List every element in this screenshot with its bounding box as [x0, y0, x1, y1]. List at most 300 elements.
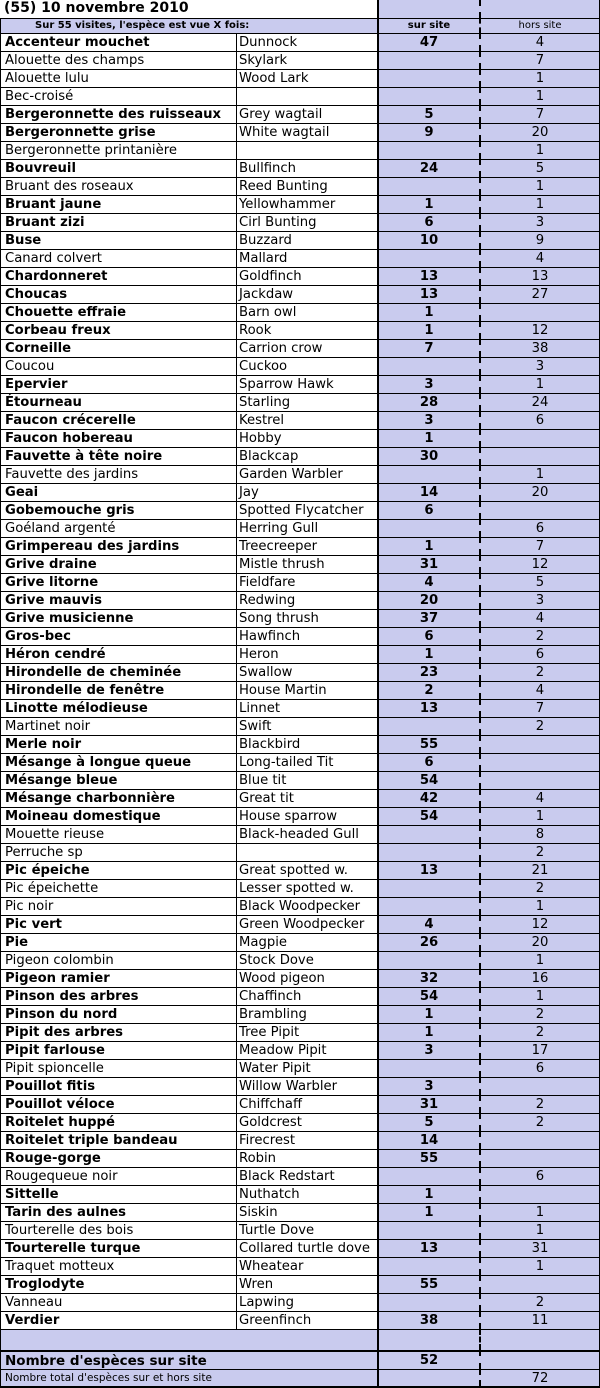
count-sur-site: 6 — [377, 753, 479, 771]
count-sur-site: 26 — [377, 933, 479, 951]
species-name-en: Tree Pipit — [236, 1023, 377, 1041]
species-name-en: White wagtail — [236, 123, 377, 141]
count-hors-site: 1 — [479, 1221, 600, 1239]
count-hors-site: 6 — [479, 519, 600, 537]
count-hors-site: 2 — [479, 1095, 600, 1113]
species-name-en: Dunnock — [236, 33, 377, 51]
count-sur-site — [377, 177, 479, 195]
count-hors-site: 2 — [479, 717, 600, 735]
table-row — [0, 1149, 600, 1167]
species-name-fr: Vanneau — [0, 1293, 236, 1311]
count-sur-site — [377, 249, 479, 267]
species-name-fr: Mésange bleue — [0, 771, 236, 789]
count-hors-site: 2 — [479, 879, 600, 897]
species-name-fr: Pinson des arbres — [0, 987, 236, 1005]
species-name-fr: Accenteur mouchet — [0, 33, 236, 51]
species-name-fr: Buse — [0, 231, 236, 249]
count-hors-site: 20 — [479, 483, 600, 501]
species-name-en: Barn owl — [236, 303, 377, 321]
species-name-fr: Gros-bec — [0, 627, 236, 645]
table-row — [0, 393, 600, 411]
count-hors-site: 13 — [479, 267, 600, 285]
table-row — [0, 267, 600, 285]
species-name-en: Garden Warbler — [236, 465, 377, 483]
species-name-en: Blue tit — [236, 771, 377, 789]
species-name-en: Great spotted w. — [236, 861, 377, 879]
count-hors-site — [479, 1077, 600, 1095]
summary-on-site-hors-blank — [479, 1350, 600, 1369]
count-sur-site: 1 — [377, 303, 479, 321]
count-hors-site — [479, 735, 600, 753]
table-row — [0, 1041, 600, 1059]
species-name-en: Swift — [236, 717, 377, 735]
count-hors-site: 20 — [479, 933, 600, 951]
table-row — [0, 789, 600, 807]
count-sur-site — [377, 465, 479, 483]
count-hors-site: 16 — [479, 969, 600, 987]
table-row — [0, 339, 600, 357]
count-sur-site: 3 — [377, 1077, 479, 1095]
table-row — [0, 897, 600, 915]
table-row — [0, 1239, 600, 1257]
count-hors-site — [479, 501, 600, 519]
species-name-fr: Troglodyte — [0, 1275, 236, 1293]
species-name-fr: Perruche sp — [0, 843, 236, 861]
count-sur-site — [377, 87, 479, 105]
table-row — [0, 141, 600, 159]
species-name-fr: Roitelet triple bandeau — [0, 1131, 236, 1149]
count-hors-site: 1 — [479, 375, 600, 393]
species-name-fr: Étourneau — [0, 393, 236, 411]
count-sur-site: 13 — [377, 699, 479, 717]
species-name-fr: Grive musicienne — [0, 609, 236, 627]
count-sur-site: 13 — [377, 1239, 479, 1257]
species-name-en: Cuckoo — [236, 357, 377, 375]
count-sur-site: 24 — [377, 159, 479, 177]
count-hors-site: 31 — [479, 1239, 600, 1257]
species-name-en: Song thrush — [236, 609, 377, 627]
count-sur-site: 14 — [377, 1131, 479, 1149]
table-row — [0, 933, 600, 951]
header-row — [0, 18, 600, 33]
species-name-en: Collared turtle dove — [236, 1239, 377, 1257]
table-row — [0, 1185, 600, 1203]
table-row — [0, 1095, 600, 1113]
species-name-en: Magpie — [236, 933, 377, 951]
table-row — [0, 717, 600, 735]
count-sur-site: 13 — [377, 285, 479, 303]
count-sur-site — [377, 825, 479, 843]
table-row — [0, 609, 600, 627]
species-name-en: Wheatear — [236, 1257, 377, 1275]
count-hors-site: 3 — [479, 591, 600, 609]
species-name-en: Wren — [236, 1275, 377, 1293]
count-sur-site — [377, 519, 479, 537]
species-name-fr: Choucas — [0, 285, 236, 303]
count-sur-site — [377, 1167, 479, 1185]
species-name-en: House Martin — [236, 681, 377, 699]
spacer-sur — [377, 1329, 479, 1350]
table-row — [0, 195, 600, 213]
count-hors-site: 4 — [479, 789, 600, 807]
species-name-en: Skylark — [236, 51, 377, 69]
count-sur-site: 1 — [377, 429, 479, 447]
species-name-en: Redwing — [236, 591, 377, 609]
species-name-en: Cirl Bunting — [236, 213, 377, 231]
count-hors-site: 27 — [479, 285, 600, 303]
count-hors-site: 8 — [479, 825, 600, 843]
species-name-fr: Geai — [0, 483, 236, 501]
count-sur-site — [377, 69, 479, 87]
count-hors-site: 1 — [479, 1203, 600, 1221]
species-name-en: Treecreeper — [236, 537, 377, 555]
count-hors-site: 1 — [479, 177, 600, 195]
summary-row-total — [0, 1369, 600, 1386]
count-sur-site: 55 — [377, 1149, 479, 1167]
summary-on-site-label: Nombre d'espèces sur site — [0, 1350, 377, 1369]
spacer-hors — [479, 1329, 600, 1350]
species-name-fr: Verdier — [0, 1311, 236, 1329]
table-row — [0, 555, 600, 573]
count-sur-site: 5 — [377, 105, 479, 123]
table-row — [0, 285, 600, 303]
table-row — [0, 753, 600, 771]
species-name-fr: Pic vert — [0, 915, 236, 933]
count-hors-site: 21 — [479, 861, 600, 879]
table-row — [0, 735, 600, 753]
count-hors-site: 24 — [479, 393, 600, 411]
species-name-en: Robin — [236, 1149, 377, 1167]
species-name-fr: Chardonneret — [0, 267, 236, 285]
species-name-en: Turtle Dove — [236, 1221, 377, 1239]
species-name-fr: Fauvette des jardins — [0, 465, 236, 483]
count-hors-site: 6 — [479, 411, 600, 429]
count-hors-site: 7 — [479, 51, 600, 69]
count-sur-site: 42 — [377, 789, 479, 807]
summary-total-value: 72 — [479, 1369, 600, 1386]
species-name-fr: Rougequeue noir — [0, 1167, 236, 1185]
summary-on-site-value: 52 — [377, 1350, 479, 1369]
species-name-en: Grey wagtail — [236, 105, 377, 123]
species-name-fr: Traquet motteux — [0, 1257, 236, 1275]
count-sur-site: 30 — [377, 447, 479, 465]
species-name-fr: Grimpereau des jardins — [0, 537, 236, 555]
table-row — [0, 1203, 600, 1221]
species-name-fr: Pipit farlouse — [0, 1041, 236, 1059]
species-name-en: Chaffinch — [236, 987, 377, 1005]
table-row — [0, 1131, 600, 1149]
count-hors-site: 1 — [479, 195, 600, 213]
count-hors-site: 7 — [479, 105, 600, 123]
summary-row-on-site — [0, 1350, 600, 1369]
species-name-en: Mallard — [236, 249, 377, 267]
species-name-en: Bullfinch — [236, 159, 377, 177]
species-name-en: Jackdaw — [236, 285, 377, 303]
species-name-en: Brambling — [236, 1005, 377, 1023]
count-sur-site: 1 — [377, 1203, 479, 1221]
count-sur-site: 9 — [377, 123, 479, 141]
table-row — [0, 987, 600, 1005]
species-name-en: Jay — [236, 483, 377, 501]
species-name-en: Starling — [236, 393, 377, 411]
species-name-fr: Alouette lulu — [0, 69, 236, 87]
count-sur-site: 1 — [377, 645, 479, 663]
count-sur-site: 38 — [377, 1311, 479, 1329]
count-sur-site: 4 — [377, 915, 479, 933]
species-name-fr: Pipit spioncelle — [0, 1059, 236, 1077]
species-name-en: Reed Bunting — [236, 177, 377, 195]
species-name-fr: Tarin des aulnes — [0, 1203, 236, 1221]
table-row — [0, 447, 600, 465]
species-name-fr: Bruant zizi — [0, 213, 236, 231]
table-row — [0, 375, 600, 393]
species-name-en: Black Redstart — [236, 1167, 377, 1185]
species-name-fr: Pipit des arbres — [0, 1023, 236, 1041]
count-sur-site — [377, 357, 479, 375]
count-sur-site: 23 — [377, 663, 479, 681]
species-name-fr: Coucou — [0, 357, 236, 375]
species-name-fr: Martinet noir — [0, 717, 236, 735]
species-name-fr: Mésange à longue queue — [0, 753, 236, 771]
count-sur-site — [377, 879, 479, 897]
species-name-fr: Faucon crécerelle — [0, 411, 236, 429]
species-name-en: Black-headed Gull — [236, 825, 377, 843]
species-name-en: Nuthatch — [236, 1185, 377, 1203]
count-hors-site: 1 — [479, 897, 600, 915]
count-hors-site: 20 — [479, 123, 600, 141]
count-sur-site — [377, 951, 479, 969]
species-name-fr: Bruant des roseaux — [0, 177, 236, 195]
count-sur-site — [377, 717, 479, 735]
species-name-fr: Tourterelle turque — [0, 1239, 236, 1257]
species-name-en: Yellowhammer — [236, 195, 377, 213]
species-name-fr: Gobemouche gris — [0, 501, 236, 519]
table-row — [0, 1293, 600, 1311]
count-sur-site — [377, 141, 479, 159]
species-name-fr: Bec-croisé — [0, 87, 236, 105]
table-row — [0, 1005, 600, 1023]
count-sur-site: 4 — [377, 573, 479, 591]
table-row — [0, 465, 600, 483]
count-sur-site: 32 — [377, 969, 479, 987]
species-name-fr: Grive litorne — [0, 573, 236, 591]
species-name-en: Greenfinch — [236, 1311, 377, 1329]
species-name-en: Mistle thrush — [236, 555, 377, 573]
count-sur-site: 6 — [377, 213, 479, 231]
table-row — [0, 33, 600, 51]
table-row — [0, 951, 600, 969]
table-row — [0, 843, 600, 861]
count-hors-site — [479, 753, 600, 771]
table-row — [0, 159, 600, 177]
species-name-en: Swallow — [236, 663, 377, 681]
species-name-fr: Epervier — [0, 375, 236, 393]
count-hors-site: 4 — [479, 33, 600, 51]
count-hors-site — [479, 1275, 600, 1293]
species-name-en: Goldfinch — [236, 267, 377, 285]
count-hors-site: 38 — [479, 339, 600, 357]
count-hors-site: 1 — [479, 465, 600, 483]
species-name-fr: Alouette des champs — [0, 51, 236, 69]
count-hors-site: 5 — [479, 159, 600, 177]
species-name-en — [236, 87, 377, 105]
count-sur-site: 6 — [377, 501, 479, 519]
count-sur-site: 1 — [377, 195, 479, 213]
table-row — [0, 879, 600, 897]
species-name-fr: Pic épeichette — [0, 879, 236, 897]
species-name-en: Black Woodpecker — [236, 897, 377, 915]
count-sur-site: 31 — [377, 1095, 479, 1113]
species-name-fr: Pigeon ramier — [0, 969, 236, 987]
table-row — [0, 501, 600, 519]
table-row — [0, 1275, 600, 1293]
count-hors-site: 7 — [479, 537, 600, 555]
species-name-en: Sparrow Hawk — [236, 375, 377, 393]
count-hors-site: 2 — [479, 1005, 600, 1023]
table-row — [0, 1023, 600, 1041]
count-hors-site: 2 — [479, 843, 600, 861]
count-hors-site: 7 — [479, 699, 600, 717]
header-hors-site: hors site — [479, 18, 600, 33]
count-sur-site: 55 — [377, 735, 479, 753]
species-name-fr: Merle noir — [0, 735, 236, 753]
title-hors-blank — [479, 0, 600, 18]
species-name-fr: Bergeronnette printanière — [0, 141, 236, 159]
count-hors-site: 6 — [479, 1167, 600, 1185]
species-name-fr: Grive draine — [0, 555, 236, 573]
header-caption: Sur 55 visites, l'espèce est vue X fois: — [0, 18, 377, 33]
count-sur-site: 1 — [377, 1005, 479, 1023]
species-name-en: Goldcrest — [236, 1113, 377, 1131]
count-sur-site: 14 — [377, 483, 479, 501]
species-name-en: Great tit — [236, 789, 377, 807]
species-name-fr: Pinson du nord — [0, 1005, 236, 1023]
count-sur-site: 10 — [377, 231, 479, 249]
count-sur-site: 13 — [377, 861, 479, 879]
species-name-en: Water Pipit — [236, 1059, 377, 1077]
count-hors-site: 2 — [479, 1023, 600, 1041]
table-row — [0, 249, 600, 267]
species-name-fr: Tourterelle des bois — [0, 1221, 236, 1239]
summary-total-sur-blank — [377, 1369, 479, 1386]
species-name-en: Lesser spotted w. — [236, 879, 377, 897]
count-hors-site — [479, 771, 600, 789]
species-name-en: Long-tailed Tit — [236, 753, 377, 771]
table-row — [0, 303, 600, 321]
count-hors-site: 3 — [479, 213, 600, 231]
count-hors-site: 1 — [479, 87, 600, 105]
species-name-en: Herring Gull — [236, 519, 377, 537]
species-name-en: Fieldfare — [236, 573, 377, 591]
table-row — [0, 537, 600, 555]
count-sur-site: 2 — [377, 681, 479, 699]
count-hors-site: 1 — [479, 141, 600, 159]
species-name-en — [236, 843, 377, 861]
table-row — [0, 1221, 600, 1239]
species-name-en: Siskin — [236, 1203, 377, 1221]
count-hors-site: 12 — [479, 555, 600, 573]
count-hors-site: 1 — [479, 987, 600, 1005]
table-row — [0, 231, 600, 249]
count-sur-site: 1 — [377, 537, 479, 555]
count-hors-site — [479, 303, 600, 321]
species-name-fr: Pouillot fitis — [0, 1077, 236, 1095]
species-name-fr: Bergeronnette grise — [0, 123, 236, 141]
species-name-en: Meadow Pipit — [236, 1041, 377, 1059]
species-name-fr: Roitelet huppé — [0, 1113, 236, 1131]
count-sur-site — [377, 1221, 479, 1239]
count-hors-site: 3 — [479, 357, 600, 375]
species-name-fr: Pic épeiche — [0, 861, 236, 879]
count-sur-site: 28 — [377, 393, 479, 411]
table-row — [0, 1311, 600, 1329]
spacer-row — [0, 1329, 600, 1350]
species-name-fr: Pic noir — [0, 897, 236, 915]
species-name-en: Green Woodpecker — [236, 915, 377, 933]
count-sur-site: 3 — [377, 1041, 479, 1059]
species-name-fr: Héron cendré — [0, 645, 236, 663]
count-sur-site: 55 — [377, 1275, 479, 1293]
species-name-en: Heron — [236, 645, 377, 663]
table-row — [0, 213, 600, 231]
count-hors-site — [479, 447, 600, 465]
table-row — [0, 483, 600, 501]
species-name-fr: Canard colvert — [0, 249, 236, 267]
species-name-en: Blackbird — [236, 735, 377, 753]
species-name-fr: Mésange charbonnière — [0, 789, 236, 807]
count-sur-site: 7 — [377, 339, 479, 357]
species-name-fr: Moineau domestique — [0, 807, 236, 825]
sheet-title: (55) 10 novembre 2010 — [4, 0, 189, 16]
table-row — [0, 1257, 600, 1275]
table-row — [0, 177, 600, 195]
species-name-fr: Bouvreuil — [0, 159, 236, 177]
count-hors-site: 9 — [479, 231, 600, 249]
species-name-fr: Mouette rieuse — [0, 825, 236, 843]
count-sur-site: 47 — [377, 33, 479, 51]
count-hors-site: 1 — [479, 807, 600, 825]
species-name-fr: Chouette effraie — [0, 303, 236, 321]
count-sur-site: 3 — [377, 375, 479, 393]
species-name-fr: Pouillot véloce — [0, 1095, 236, 1113]
table-row — [0, 771, 600, 789]
table-row — [0, 969, 600, 987]
count-hors-site: 6 — [479, 1059, 600, 1077]
count-sur-site: 1 — [377, 1185, 479, 1203]
table-row — [0, 411, 600, 429]
count-hors-site: 4 — [479, 609, 600, 627]
count-hors-site: 6 — [479, 645, 600, 663]
count-sur-site — [377, 897, 479, 915]
count-sur-site — [377, 843, 479, 861]
species-name-fr: Hirondelle de cheminée — [0, 663, 236, 681]
header-sur-site: sur site — [377, 18, 479, 33]
table-row — [0, 1113, 600, 1131]
species-name-en: Wood Lark — [236, 69, 377, 87]
count-hors-site: 17 — [479, 1041, 600, 1059]
count-sur-site: 3 — [377, 411, 479, 429]
species-name-fr: Hirondelle de fenêtre — [0, 681, 236, 699]
species-name-fr: Goéland argenté — [0, 519, 236, 537]
count-hors-site: 4 — [479, 249, 600, 267]
table-row — [0, 1059, 600, 1077]
count-sur-site — [377, 1059, 479, 1077]
count-sur-site: 37 — [377, 609, 479, 627]
count-hors-site: 11 — [479, 1311, 600, 1329]
table-row — [0, 915, 600, 933]
species-name-fr: Linotte mélodieuse — [0, 699, 236, 717]
species-name-en: Carrion crow — [236, 339, 377, 357]
